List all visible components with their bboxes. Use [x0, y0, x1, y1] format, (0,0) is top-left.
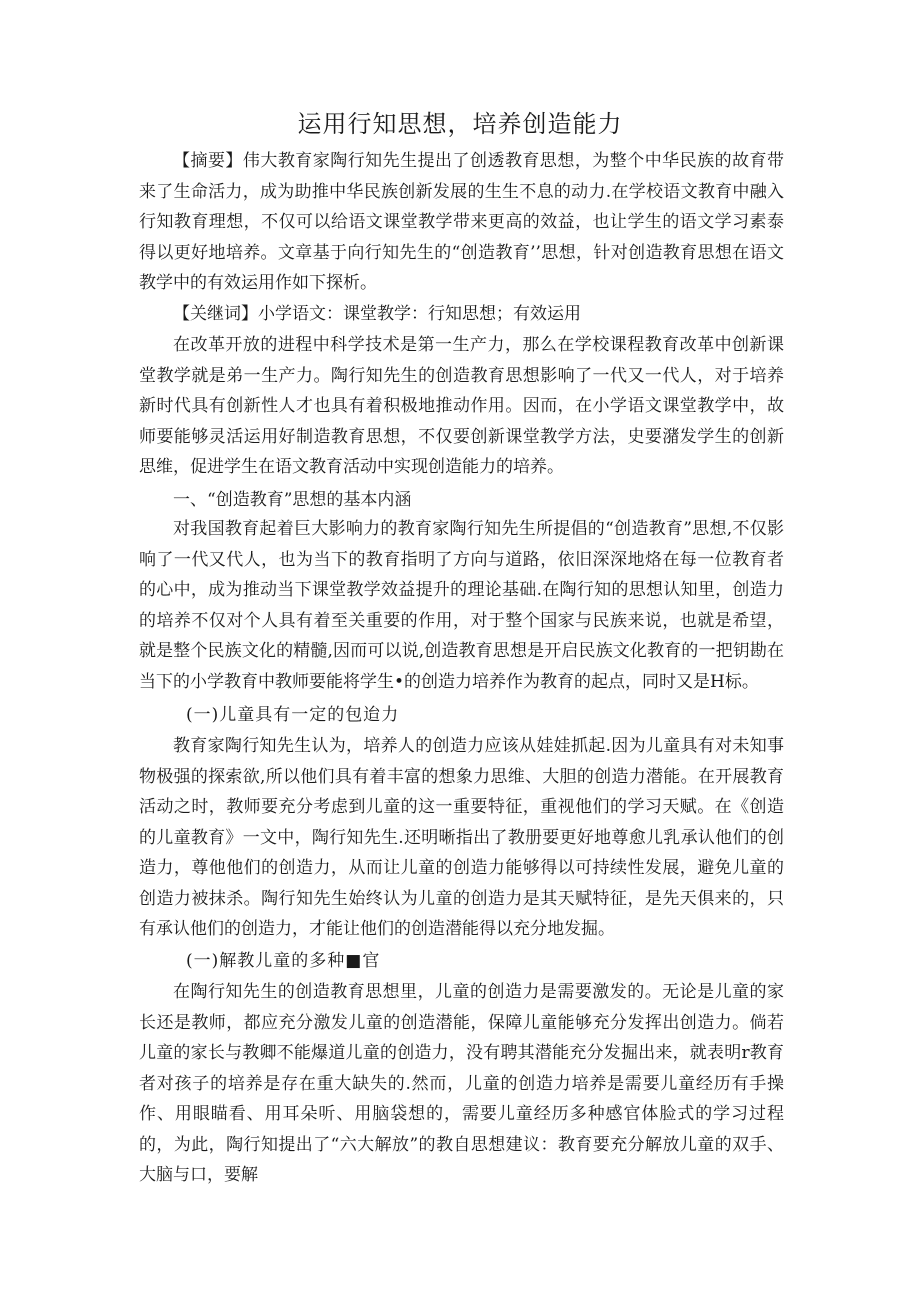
subsection2-paragraph: 在陶行知先生的创造教育思想里，儿童的创造力是需要激发的。无论是儿童的家长还是教师，都应充分激发儿童的创造潜能，保障儿童能够充分发挥出创造力。倘若儿童的家长与教卿不能爆道儿童的创造力，没有聘其潜能充分发掘出来，就表明r教育者对孩子的培养是存在重大缺失的.然而，儿童的创造力培养是需要儿童经历有手操作、用眼瞄看、用耳朵听、用脑袋想的，需要儿童经历多种感官体脸式的学习过程的，为此，陶行知提出了“六大解放”的教自思想建议：教育要充分解放儿童的双手、大脑与口，要解: [139, 982, 784, 1185]
intro-paragraph: 在改革开放的进程中科学技术是第一生产力，那么在学校课程教育改革中创新课堂教学就是弟一生产力。陶行知先生的创造教育思想影响了一代又一代人，对于培养新时代具有创新性人才也具有着积极地推动作用。因而，在小学语文课堂教学中，故师要能够灵活运用好制造教育思想，不仅要创新课堂教学方法，史要潴发学生的创新思维，促进学生在语文教育活动中实现创造能力的培养。: [139, 335, 784, 477]
keywords-paragraph: 【关继词】小学语文：课堂教学：行知思想；有效运用: [173, 304, 581, 324]
subsection1-heading: (一)儿童具有一定的包迨力: [186, 705, 400, 725]
section1-paragraph: 对我国教育起着巨大影响力的教育家陶行知先生所提倡的“创造教育”思想,不仅影响了一代又代人，也为当下的教育指明了方向与道路，依旧深深地烙在每一位教育者的心中，成为推动当下课堂教学效益提升的理论基础.在陶行知的思想认知里，创造力的培养不仅对个人具有着至关重要的作用，对于整个国家与民族来说，也就是希望，就是整个民族文化的精髓,因而可以说,创造教育思想是开启民族文化教育的一把钥勘在当下的小学教育中教师要能将学生•的创造力培养作为教育的起点，同时又是H标。: [139, 519, 784, 692]
subsection2-heading: (一)解教儿童的多种■官: [186, 951, 381, 971]
abstract-paragraph: 【摘要】伟大教育家陶行知先生提出了创透教育思想，为整个中华民族的故育带来了生命活力，成为助推中华民族创新发展的生生不息的动力.在学校语文教育中融入行知教育理想，不仅可以给语文课堂教学带来更高的效益，也让学生的语文学习素泰得以更好地培养。文章基于向行知先生的“创造教育’’思想，针对创造教育思想在语文教学中的有效运用作如下探析。: [139, 151, 784, 293]
document-title: 运用行知思想，培养创造能力: [297, 110, 623, 138]
section1-heading: 一、“创造教育”思想的基本内涵: [173, 490, 412, 510]
subsection1-paragraph: 教育家陶行知先生认为，培养人的创造力应该从娃娃抓起.因为儿童具有对未知事物极强的探索欲,所以他们具有着丰富的想象力思维、大胆的创造力潜能。在开展教育活动之时，教师要充分考虑到儿童的这一重要特征，重视他们的学习天赋。在《创造的儿童教育》一文中，陶行知先生.还明晰指出了教册要更好地尊愈儿乳承认他们的创造力，尊他他们的创造力，从而让儿童的创造力能够得以可持续性发展，避免儿童的创造力被抹杀。陶行知先生始终认为儿童的创造力是其天赋特征，是先天俱来的，只有承认他们的创造力，才能让他们的创造潜能得以充分地发掘。: [139, 736, 784, 939]
